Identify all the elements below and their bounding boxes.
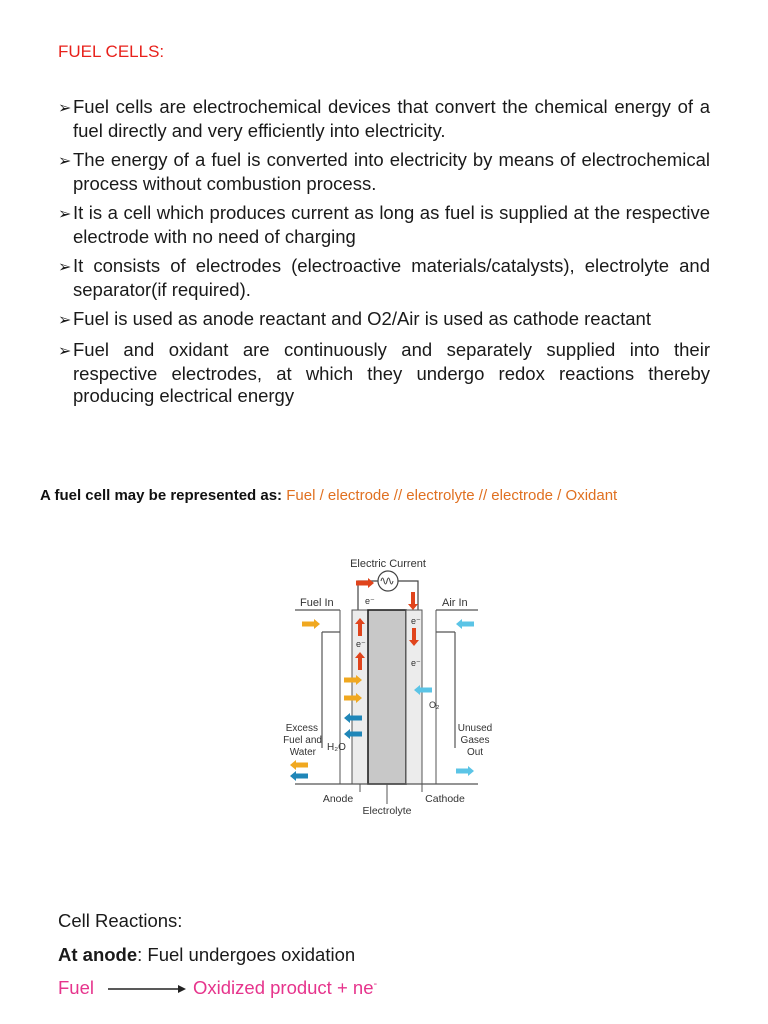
anode-label: At anode bbox=[58, 944, 138, 965]
air-in-label: Air In bbox=[442, 597, 468, 609]
cell-reactions-heading: Cell Reactions: bbox=[58, 910, 183, 931]
unused-label: Unused bbox=[457, 723, 493, 734]
arrow-bullet-icon: ➢ bbox=[58, 259, 72, 276]
bullet-item: ➢It is a cell which produces current as long as fuel is supplied at the respective electrode with no need of charging bbox=[58, 202, 710, 247]
air-in-arrow-icon bbox=[456, 619, 474, 629]
anode-reaction-line bbox=[58, 944, 355, 966]
electron-arrow-icon bbox=[356, 578, 374, 588]
bullet-item: ➢It consists of electrodes (electroactive materials/catalysts), electrolyte and separator(if required). bbox=[58, 255, 710, 300]
electrolyte-plate bbox=[368, 610, 406, 784]
cathode-label: Cathode bbox=[425, 793, 465, 805]
electron-arrow-icon bbox=[408, 592, 418, 610]
label-leaders bbox=[360, 784, 422, 804]
page-title: FUEL CELLS: bbox=[58, 42, 165, 61]
electron-label: e⁻ bbox=[365, 596, 375, 606]
reaction-arrow-icon bbox=[106, 983, 188, 995]
arrow-bullet-icon: ➢ bbox=[58, 100, 72, 117]
electrolyte-label: Electrolyte bbox=[362, 805, 412, 817]
reaction-equation bbox=[58, 977, 478, 1003]
arrow-bullet-icon: ➢ bbox=[58, 153, 72, 170]
bullet-item: ➢The energy of a fuel is converted into electricity by means of electrochemical process without combustion process. bbox=[58, 149, 710, 194]
anode-label: Anode bbox=[322, 793, 354, 805]
excess-fuel-arrow-icon bbox=[290, 760, 308, 770]
fuel-cell-diagram bbox=[270, 548, 500, 820]
gases-out-arrow-icon bbox=[456, 766, 474, 776]
reactant-label: Fuel bbox=[58, 977, 94, 998]
fuel-in-label: Fuel In bbox=[300, 597, 334, 609]
arrow-bullet-icon: ➢ bbox=[58, 312, 72, 329]
bullet-item: ➢Fuel and oxidant are continuously and separately supplied into their respective electrodes, at which they undergo redox reactions thereby producing electrical energy bbox=[58, 339, 710, 406]
arrow-bullet-icon: ➢ bbox=[58, 206, 72, 223]
bullet-item: ➢Fuel cells are electrochemical devices that convert the chemical energy of a fuel directly and very efficiently into electricity. bbox=[58, 96, 710, 141]
electron-label: e⁻ bbox=[411, 658, 421, 668]
electron-label: e⁻ bbox=[411, 616, 421, 626]
excess-label: Excess bbox=[285, 723, 318, 734]
excess-label: Water bbox=[289, 747, 316, 758]
arrow-bullet-icon: ➢ bbox=[58, 343, 72, 360]
water-out-arrow-icon bbox=[290, 771, 308, 781]
bullet-list bbox=[58, 96, 710, 414]
excess-label: Fuel and bbox=[283, 735, 322, 746]
electric-current-label: Electric Current bbox=[350, 558, 426, 570]
superscript-sign: - bbox=[373, 977, 378, 990]
o2-label: O₂ bbox=[429, 700, 440, 710]
product-label: Oxidized product + ne- bbox=[193, 977, 378, 998]
bullet-item: ➢Fuel is used as anode reactant and O2/Air is used as cathode reactant bbox=[58, 308, 710, 332]
unused-label: Gases bbox=[460, 735, 490, 746]
anode-description: : Fuel undergoes oxidation bbox=[137, 944, 356, 965]
h2o-label: H₂O bbox=[327, 742, 346, 753]
fuel-in-arrow-icon bbox=[302, 619, 320, 629]
electron-label: e⁻ bbox=[356, 639, 366, 649]
representation-line bbox=[40, 487, 617, 504]
representation-label: A fuel cell may be represented as: bbox=[40, 487, 283, 504]
fuel-cell-svg bbox=[270, 548, 500, 820]
unused-label: Out bbox=[466, 747, 484, 758]
representation-formula: Fuel / electrode // electrolyte // electrode / Oxidant bbox=[286, 487, 618, 504]
